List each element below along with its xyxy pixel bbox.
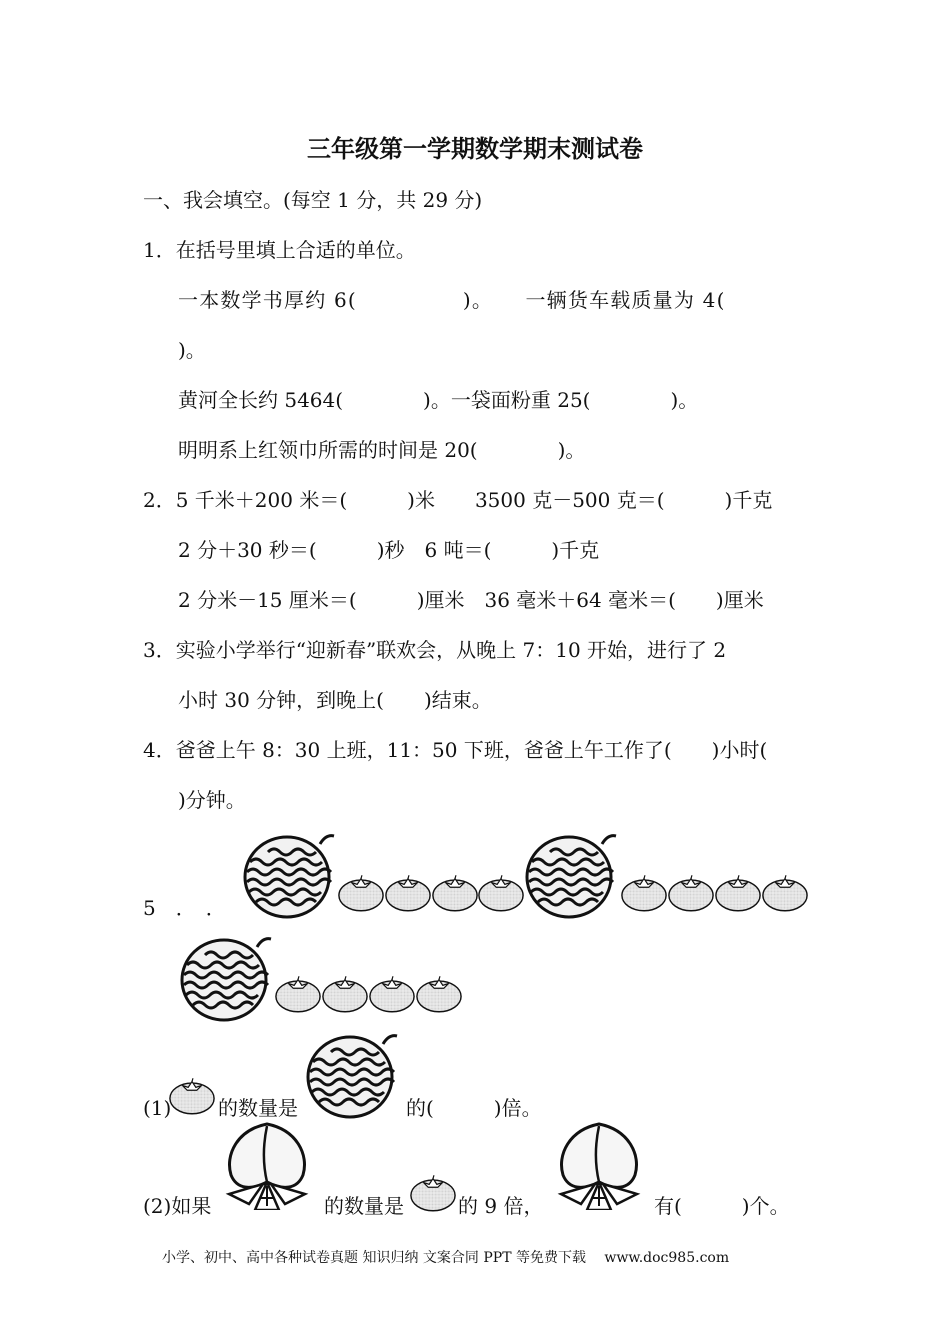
question-1-heading: 1．在括号里填上合适的单位。 — [143, 238, 416, 262]
section-heading: 一、我会填空。(每空 1 分，共 29 分) — [143, 188, 483, 212]
question-4-line-2: )分钟。 — [178, 788, 246, 812]
question-3-line-1: 3．实验小学举行“迎新春”联欢会，从晚上 7：10 开始，进行了 2 — [143, 638, 727, 662]
watermelon-icon — [522, 822, 622, 922]
question-5-label: 5 ． ． — [143, 896, 226, 920]
question-1-line-3: 黄河全长约 5464( )。一袋面粉重 25( )。 — [178, 388, 699, 412]
sub-question-2-mid: 的数量是 — [324, 1194, 404, 1218]
sub-question-1-mid: 的数量是 — [218, 1096, 298, 1120]
peach-icon — [217, 1120, 317, 1210]
tomato-icon — [321, 973, 369, 1015]
watermelon-icon — [303, 1022, 403, 1122]
sub-question-2-suffix: 有( )个。 — [654, 1194, 790, 1218]
question-2-line-1: 2．5 千米＋200 米＝( )米 3500 克－500 克＝( )千克 — [143, 488, 773, 512]
footer: 小学、初中、高中各种试卷真题 知识归纳 文案合同 PPT 等免费下载 www.doc985.com — [162, 1250, 730, 1266]
watermelon-icon — [240, 822, 340, 922]
tomato-icon — [384, 872, 432, 914]
sub-question-1-prefix: (1) — [143, 1096, 172, 1120]
tomato-icon — [274, 973, 322, 1015]
question-3-line-2: 小时 30 分钟，到晚上( )结束。 — [178, 688, 492, 712]
tomato-icon — [415, 973, 463, 1015]
sub-question-1-suffix: 的( )倍。 — [406, 1096, 542, 1120]
tomato-icon — [667, 872, 715, 914]
tomato-icon — [714, 872, 762, 914]
tomato-icon — [620, 872, 668, 914]
tomato-icon — [761, 872, 809, 914]
watermelon-icon — [177, 925, 277, 1025]
tomato-icon — [337, 872, 385, 914]
tomato-icon — [368, 973, 416, 1015]
question-1-line-4: 明明系上红领巾所需的时间是 20( )。 — [178, 438, 586, 462]
question-4-line-1: 4．爸爸上午 8：30 上班，11：50 下班，爸爸上午工作了( )小时( — [143, 738, 768, 762]
question-2-line-3: 2 分米－15 厘米＝( )厘米 36 毫米＋64 毫米＝( )厘米 — [178, 588, 764, 612]
peach-icon — [549, 1120, 649, 1210]
page-title: 三年级第一学期数学期末测试卷 — [307, 135, 643, 163]
tomato-icon — [477, 872, 525, 914]
tomato-icon — [409, 1172, 457, 1214]
sub-question-2-mid2: 的 9 倍， — [458, 1194, 544, 1218]
question-1-line-2: )。 — [178, 338, 206, 362]
question-2-line-2: 2 分＋30 秒＝( )秒 6 吨＝( )千克 — [178, 538, 600, 562]
tomato-icon — [168, 1075, 216, 1117]
question-1-line-1: 一本数学书厚约 6( )。 一辆货车载质量为 4( — [178, 288, 726, 312]
sub-question-2-prefix: (2)如果 — [143, 1194, 212, 1218]
tomato-icon — [431, 872, 479, 914]
